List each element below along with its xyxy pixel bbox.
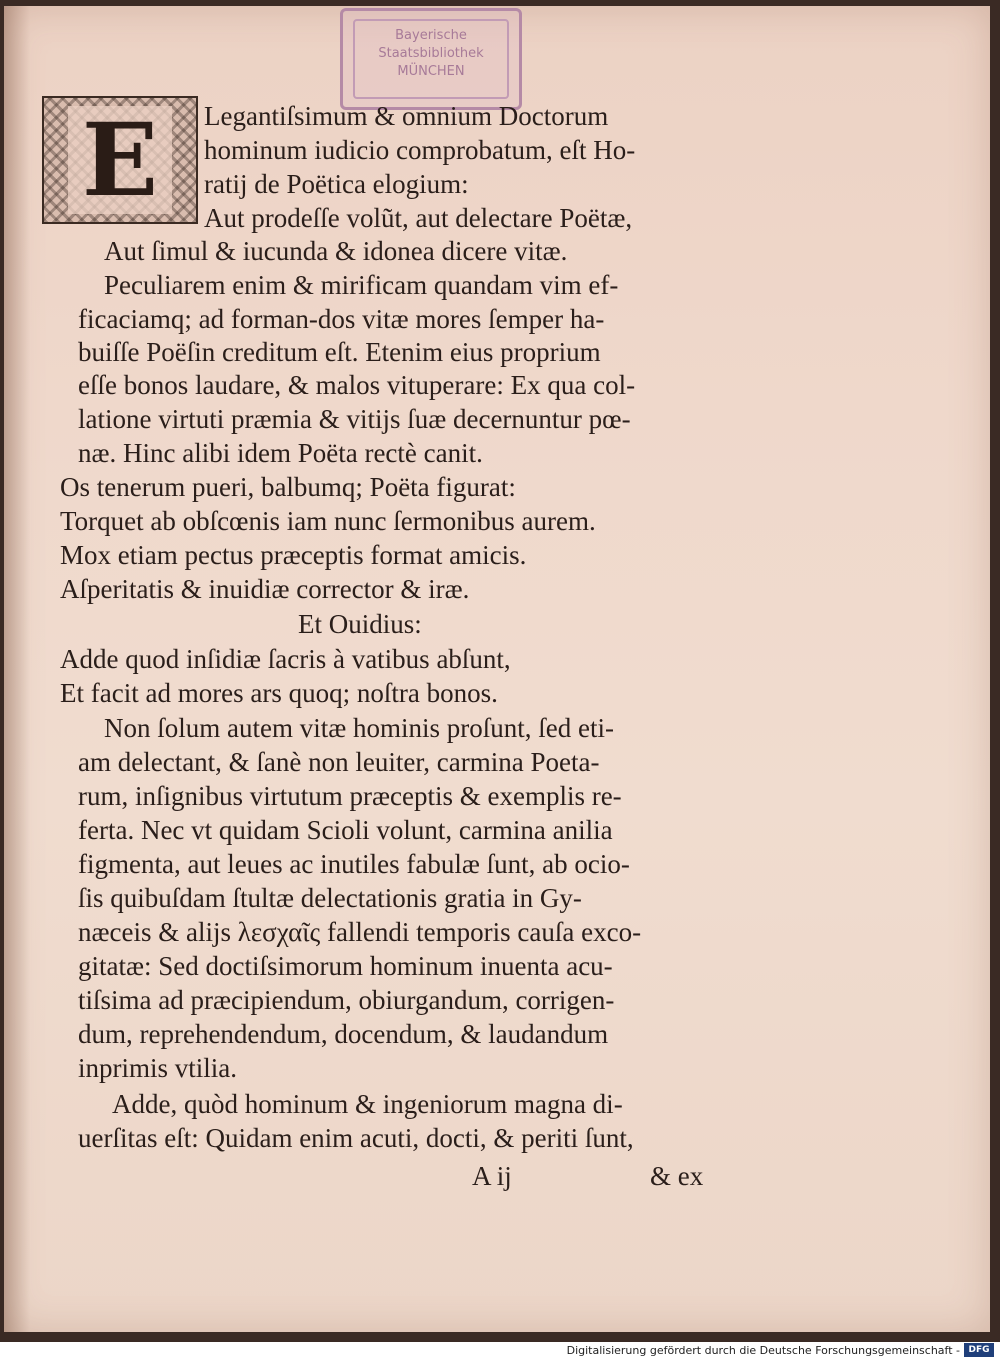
- stamp-line-1: Bayerische: [395, 28, 467, 43]
- text-line: ficaciamq; ad forman-dos vitæ mores ſemper ha-: [78, 304, 605, 334]
- text-line: Adde, quòd hominum & ingeniorum magna di-: [112, 1089, 623, 1119]
- text-line: gitatæ: Sed doctiſsimorum hominum inuenta acu-: [78, 951, 613, 981]
- text-line: Non ſolum autem vitæ hominis proſunt, ſed eti-: [104, 713, 614, 743]
- text-line: latione virtuti præmia & vitijs ſuæ decernuntur pœ-: [78, 404, 631, 434]
- text-line: ferta. Nec vt quidam Scioli volunt, carmina anilia: [78, 815, 613, 845]
- initial-letter: E: [68, 106, 172, 214]
- text-line: tiſsima ad præcipiendum, obiurgandum, corrigen-: [78, 985, 615, 1015]
- text-line: hominum iudicio comprobatum, eſt Ho-: [204, 135, 636, 165]
- text-line: næceis & alijs λεσχαῖς fallendi temporis cauſa exco-: [78, 917, 642, 947]
- text-line: eſſe bonos laudare, & malos vituperare: Ex qua col-: [78, 370, 636, 400]
- signature-mark: A ij: [472, 1161, 512, 1191]
- text-line: Aut prodeſſe volũt, aut delectare Poëtæ,: [204, 203, 633, 233]
- text-line: næ. Hinc alibi idem Poëta rectè canit.: [78, 438, 483, 468]
- text-line: Peculiarem enim & mirificam quandam vim ef-: [104, 270, 619, 300]
- verse-line: Mox etiam pectus præceptis format amicis.: [60, 540, 527, 570]
- text-line: Aut ſimul & iucunda & idonea dicere vitæ.: [104, 236, 568, 266]
- text-line: figmenta, aut leues ac inutiles fabulæ ſunt, ab ocio-: [78, 849, 630, 879]
- stamp-line-2: Staatsbibliothek: [378, 46, 484, 61]
- verse-line: Et facit ad mores ars quoq; noſtra bonos.: [60, 678, 498, 708]
- text-line: buiſſe Poëſin creditum eſt. Etenim eius proprium: [78, 337, 601, 367]
- verse-line: Torquet ab obſcœnis iam nunc ſermonibus aurem.: [60, 506, 596, 536]
- text-line: Legantiſsimum & omnium Doctorum: [204, 101, 609, 131]
- text-line: am delectant, & ſanè non leuiter, carmina Poeta-: [78, 747, 600, 777]
- catchword: & ex: [650, 1161, 704, 1191]
- page-gutter-shadow: [4, 6, 30, 1332]
- text-line: dum, reprehendendum, docendum, & laudandum: [78, 1019, 609, 1049]
- verse-line: Os tenerum pueri, balbumq; Poëta figurat:: [60, 472, 516, 502]
- text-line: inprimis vtilia.: [78, 1053, 237, 1083]
- text-line: ſis quibuſdam ſtultæ delectationis gratia in Gy-: [78, 883, 582, 913]
- text-line: uerſitas eſt: Quidam enim acuti, docti, & periti ſunt,: [78, 1123, 634, 1153]
- stamp-line-3: MÜNCHEN: [397, 64, 465, 79]
- funding-credit: Digitalisierung gefördert durch die Deutsche Forschungsgemeinschaft -: [566, 1344, 960, 1357]
- dfg-logo-icon: DFG: [964, 1343, 994, 1357]
- library-stamp: [340, 8, 522, 110]
- text-line: ratij de Poëtica elogium:: [204, 169, 469, 199]
- library-stamp-border: [353, 19, 509, 99]
- text-line: rum, inſignibus virtutum præceptis & exemplis re-: [78, 781, 622, 811]
- decorated-initial: [42, 96, 198, 224]
- verse-heading: Et Ouidius:: [298, 609, 422, 639]
- verse-line: Aſperitatis & inuidiæ corrector & iræ.: [60, 574, 470, 604]
- verse-line: Adde quod inſidiæ ſacris à vatibus abſunt,: [60, 644, 511, 674]
